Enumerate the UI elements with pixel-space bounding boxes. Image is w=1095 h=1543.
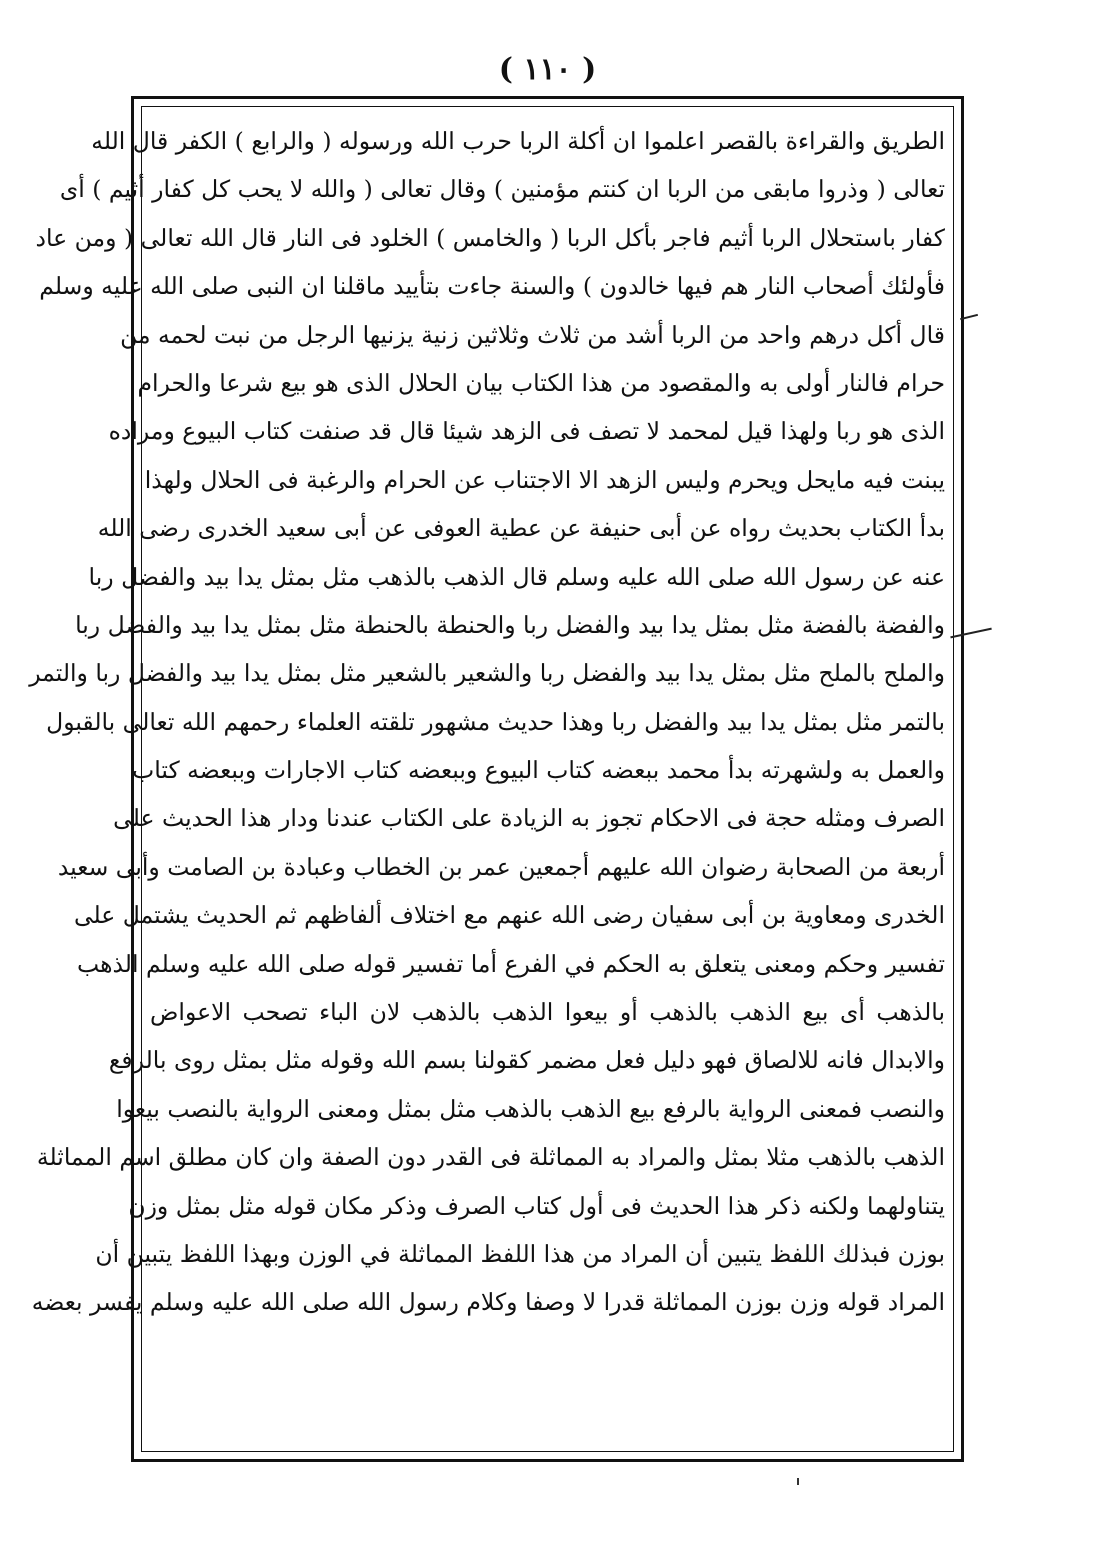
body-text — [29, 117, 945, 1447]
text-line: بالذهب أى بيع الذهب بالذهب أو بيعوا الذهب بالذهب لان الباء تصحب الاعواض — [150, 998, 945, 1027]
text-line: والنصب فمعنى الرواية بالرفع بيع الذهب بالذهب مثل بمثل ومعنى الرواية بالنصب بيعوا — [116, 1094, 945, 1123]
text-line: الصرف ومثله حجة فى الاحكام تجوز به الزيادة على الكتاب عندنا ودار هذا الحديث على — [113, 804, 945, 833]
text-line: تفسير وحكم ومعنى يتعلق به الحكم في الفرع أما تفسير قوله صلى الله عليه وسلم الذهب — [77, 949, 945, 978]
text-line: والملح بالملح مثل بمثل يدا بيد والفضل ربا والشعير بالشعير مثل بمثل يدا بيد والفضل ربا والتمر — [29, 659, 945, 688]
text-line: الخدرى ومعاوية بن أبى سفيان رضى الله عنهم مع اختلاف ألفاظهم ثم الحديث يشتمل على — [73, 901, 945, 930]
text-line: المراد قوله وزن بوزن المماثلة قدرا لا وصفا وكلام رسول الله صلى الله عليه وسلم يفسر بعضه — [31, 1288, 945, 1317]
text-line: تعالى ( وذروا مابقى من الربا ان كنتم مؤمنين ) وقال تعالى ( والله لا يحب كل كفار أثيم ) أى — [59, 175, 945, 204]
text-line: والفضة بالفضة مثل بمثل يدا بيد والفضل ربا والحنطة بالحنطة مثل بمثل يدا بيد والفضل ربا — [75, 610, 945, 639]
text-line: أربعة من الصحابة رضوان الله عليهم أجمعين عمر بن الخطاب وعبادة بن الصامت وأبى سعيد — [57, 852, 945, 881]
text-line: والابدال فانه للالصاق فهو دليل فعل مضمر كقولنا بسم الله وقوله مثل بمثل روى بالرفع — [108, 1046, 945, 1075]
text-line: حرام فالنار أولى به والمقصود من هذا الكتاب بيان الحلال الذى هو بيع شرعا والحرام — [137, 368, 945, 397]
text-line: بدأ الكتاب بحديث رواه عن أبى حنيفة عن عطية العوفى عن أبى سعيد الخدرى رضى الله — [97, 514, 945, 543]
text-line: فأولئك أصحاب النار هم فيها خالدون ) والسنة جاءت بتأييد ماقلنا ان النبى صلى الله عليه وسلم — [39, 272, 945, 301]
scan-speck — [797, 1478, 799, 1485]
text-line: والعمل به ولشهرته بدأ محمد ببعضه كتاب البيوع وببعضه كتاب الاجارات وببعضه كتاب — [132, 756, 945, 785]
text-line: عنه عن رسول الله صلى الله عليه وسلم قال الذهب بالذهب مثل بمثل يدا بيد والفضل ربا — [88, 562, 945, 591]
text-line: الذى هو ربا ولهذا قيل لمحمد لا تصف فى الزهد شيئا قال قد صنفت كتاب البيوع ومراده — [108, 417, 945, 446]
text-line: بوزن فبذلك اللفظ يتبين أن المراد من هذا اللفظ المماثلة في الوزن وبهذا اللفظ يتبين أن — [95, 1239, 945, 1268]
text-line: بالتمر مثل بمثل يدا بيد والفضل ربا وهذا حديث مشهور تلقته العلماء رحمهم الله تعالى بالقبول — [46, 707, 945, 736]
text-line: الذهب بالذهب مثلا بمثل والمراد به المماثلة فى القدر دون الصفة وان كان مطلق اسم المماثلة — [36, 1143, 945, 1172]
text-line: قال أكل درهم واحد من الربا أشد من ثلاث وثلاثين زنية يزنيها الرجل من نبت لحمه من — [120, 320, 945, 349]
text-line: الطريق والقراءة بالقصر اعلموا ان أكلة الربا حرب الله ورسوله ( والرابع ) الكفر قال الله — [91, 127, 945, 155]
text-line: كفار باستحلال الربا أثيم فاجر بأكل الربا ( والخامس ) الخلود فى النار قال الله تعالى ( ومن عاد — [35, 223, 945, 252]
text-line: يبنت فيه مايحل ويحرم وليس الزهد الا الاجتناب عن الحرام والرغبة فى الحلال ولهذا — [144, 465, 945, 494]
text-line: يتناولهما ولكنه ذكر هذا الحديث فى أول كتاب الصرف وذكر مكان قوله مثل بمثل وزن — [128, 1191, 945, 1220]
page-number: ( ١١٠ ) — [498, 52, 597, 87]
